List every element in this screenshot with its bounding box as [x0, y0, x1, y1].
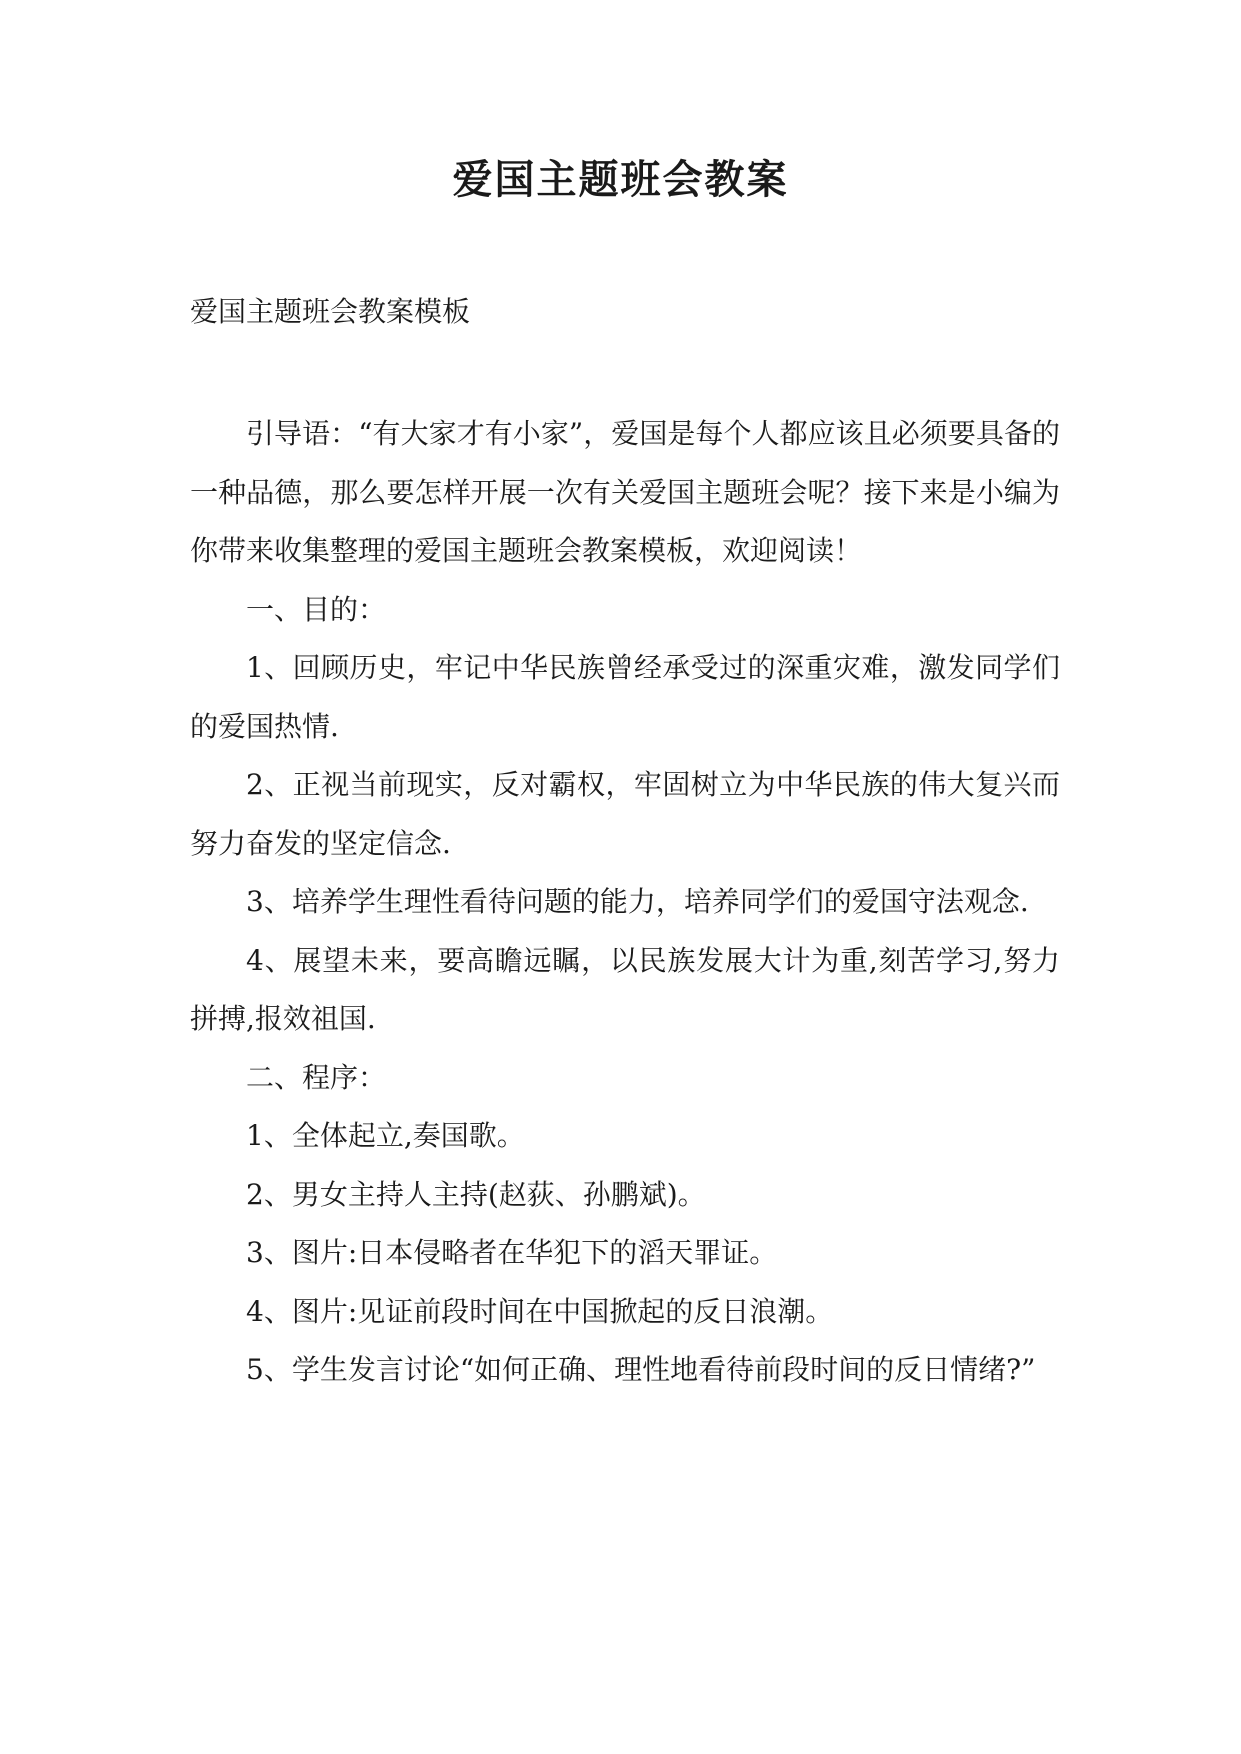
procedure-item-4: 4、图片:见证前段时间在中国掀起的反日浪潮。 — [246, 1294, 834, 1328]
document-title: 爱国主题班会教案 — [452, 156, 789, 203]
purpose-item-3: 3、培养学生理性看待问题的能力，培养同学们的爱国守法观念. — [246, 885, 1029, 918]
section-heading-purpose: 一、目的： — [246, 592, 387, 626]
intro-paragraph: 引导语：“有大家才有小家”，爱国是每个人都应该且必须要具备的一种品德，那么要怎样开展一次有关爱国主题班会呢？接下来是小编为你带来收集整理的爱国主题班会教案模板，欢迎阅读！ — [190, 417, 1060, 567]
section-heading-procedure: 二、程序： — [246, 1060, 387, 1094]
purpose-item-1: 1、回顾历史，牢记中华民族曾经承受过的深重灾难，激发同学们的爱国热情. — [190, 651, 1060, 743]
purpose-item-4: 4、展望未来，要高瞻远瞩，以民族发展大计为重,刻苦学习,努力拼搏,报效祖国. — [190, 943, 1060, 1035]
procedure-item-5: 5、学生发言讨论“如何正确、理性地看待前段时间的反日情绪?” — [246, 1353, 1036, 1386]
document-subtitle: 爱国主题班会教案模板 — [190, 295, 471, 328]
document-body — [190, 405, 1060, 1400]
procedure-item-1: 1、全体起立,奏国歌。 — [246, 1119, 525, 1152]
procedure-item-3: 3、图片:日本侵略者在华犯下的滔天罪证。 — [246, 1236, 778, 1269]
procedure-item-2: 2、男女主持人主持(赵荻、孙鹏斌)。 — [246, 1177, 706, 1211]
purpose-item-2: 2、正视当前现实，反对霸权，牢固树立为中华民族的伟大复兴而努力奋发的坚定信念. — [190, 768, 1060, 860]
